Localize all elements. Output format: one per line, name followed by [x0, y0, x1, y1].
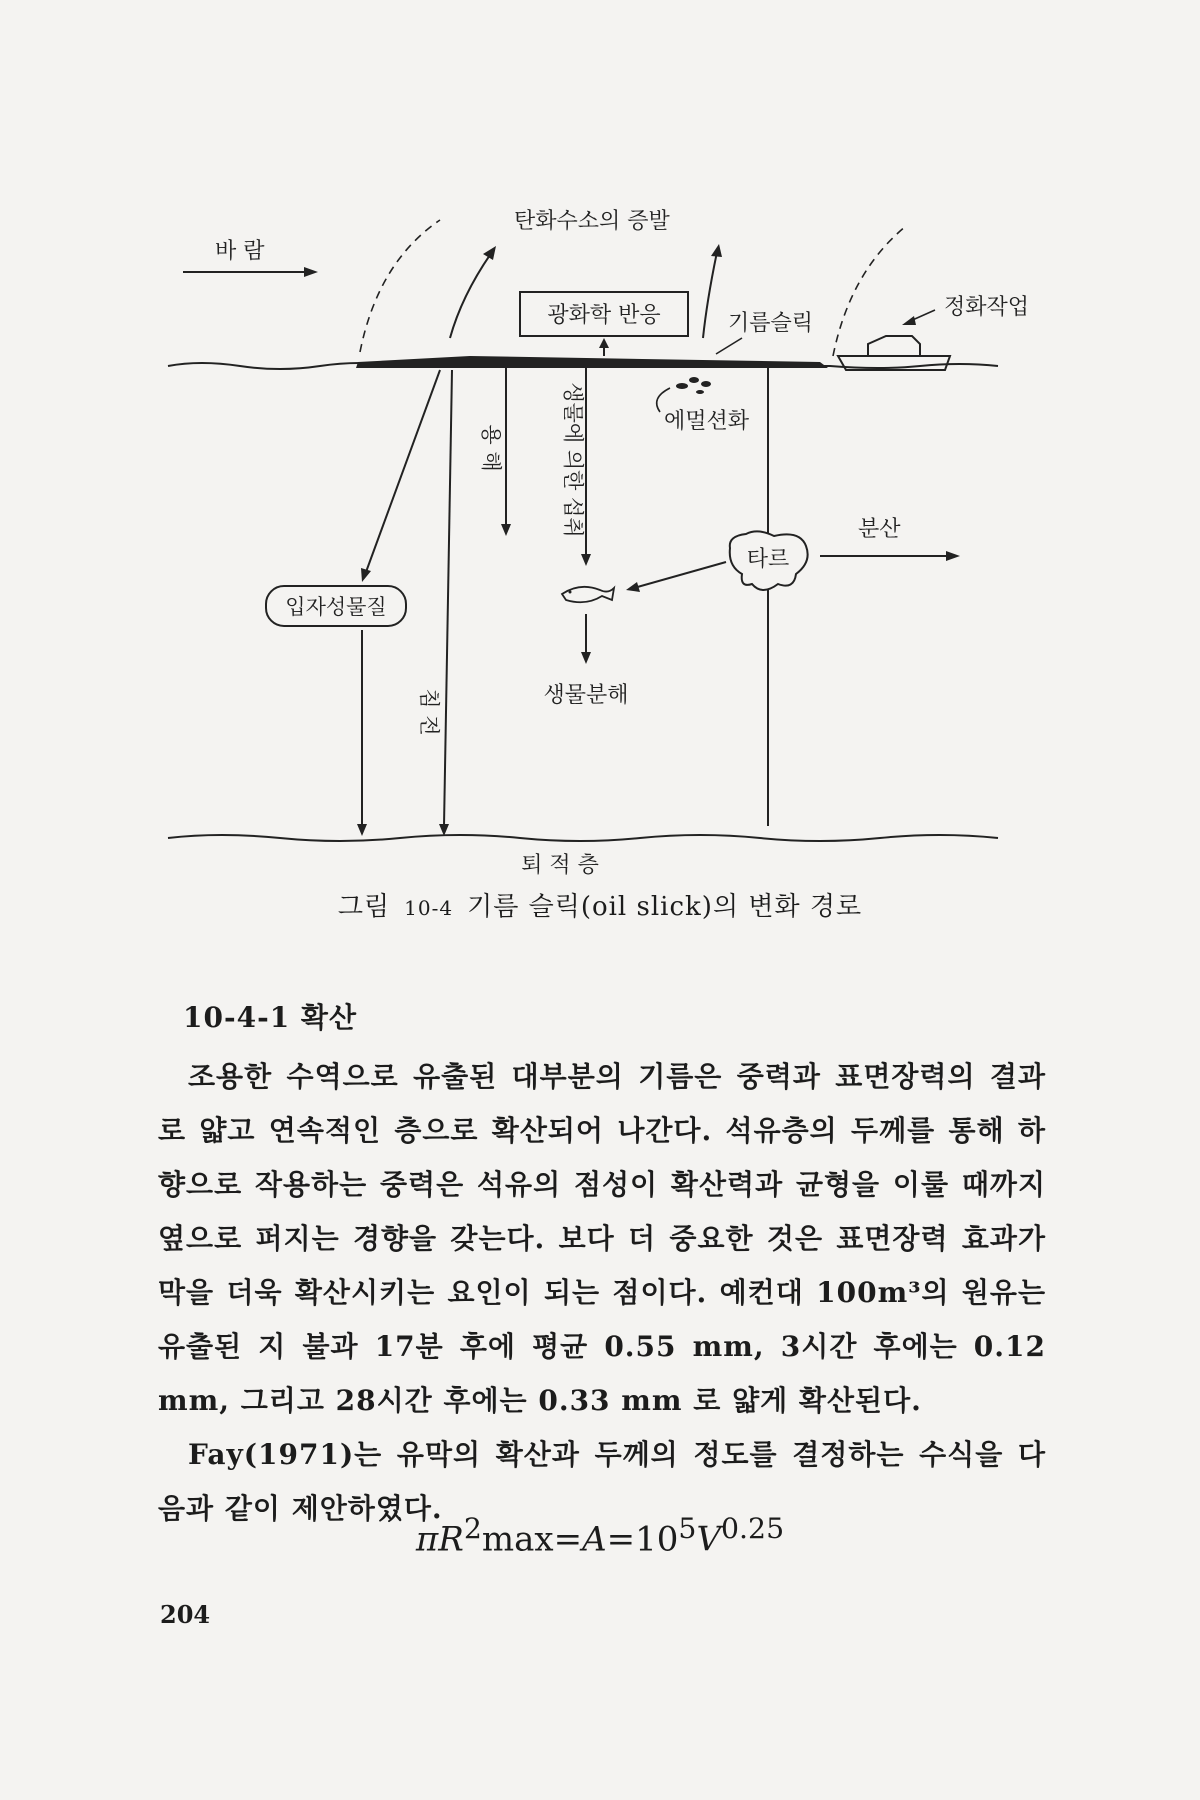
sedimentation-arrow — [444, 370, 452, 826]
biodegradation-label: 생물분해 — [543, 683, 629, 708]
sediment-layer-label: 퇴 적 층 — [521, 853, 599, 878]
dispersion-arrowhead — [946, 551, 960, 561]
emulsification-label: 에멀션화 — [664, 409, 750, 434]
oil-slick-layer — [356, 356, 828, 368]
figure-caption — [0, 886, 1200, 923]
page-number: 204 — [160, 1600, 211, 1629]
eq-r: R — [438, 1519, 464, 1560]
eq-a: A — [582, 1519, 607, 1560]
eq-equals-2: = — [606, 1519, 636, 1560]
paragraph-1: 조용한 수역으로 유출된 대부분의 기름은 중력과 표면장력의 결과로 얇고 연속적인 층으로 확산되어 나간다. 석유층의 두께를 통해 하향으로 작용하는 중력은 석유의 점성이 확산력과 균형을 이룰 때까지 옆으로 퍼지는 경향을 갖는다. 보다 더 중요한 것은 표면장력 효과가 막을 더욱 확산시키는 요인이 되는 점이다. 예컨대 100m³의 원유는 유출된 지 불과 17분 후에 평균 0.55 mm, 3시간 후에는 0.12 mm, 그리고 28시간 후에는 0.33 mm 로 얇게 확산된다. — [158, 1060, 1046, 1417]
particulate-sink-arrowhead — [357, 824, 367, 836]
tar-to-fish-arrow — [634, 562, 726, 588]
eq-pi: π — [415, 1519, 439, 1560]
boat-cabin — [868, 336, 920, 356]
dispersion-label: 분산 — [858, 517, 901, 542]
sedimentation-label: 침 전 — [417, 688, 441, 736]
particulate-arrowhead — [361, 568, 371, 582]
eq-v: V — [696, 1519, 722, 1560]
photochemical-arrowhead — [599, 338, 609, 348]
section-heading: 10-4-1 확산 — [183, 1001, 358, 1034]
eq-r-exp: 2 — [463, 1512, 482, 1545]
emulsion-droplet — [701, 381, 711, 387]
emulsion-droplet — [696, 390, 704, 394]
eq-max: max — [481, 1519, 554, 1560]
emulsion-droplet — [676, 383, 688, 389]
dissolution-label: 용 해 — [479, 424, 503, 472]
photochemical-label: 광화학 반응 — [547, 303, 661, 328]
cleanup-label: 정화작업 — [944, 295, 1030, 320]
eq-equals-1: = — [553, 1519, 583, 1560]
biological-uptake-label: 생물에 의한 섭취 — [561, 382, 585, 538]
wind-label: 바 람 — [215, 239, 265, 264]
dissolution-label-group — [479, 424, 503, 471]
tar-label: 타르 — [746, 547, 790, 572]
biological-uptake-arrowhead — [581, 554, 591, 566]
seabed-line — [168, 835, 998, 841]
particulate-label: 입자성물질 — [285, 595, 387, 619]
wind-arrowhead — [304, 267, 318, 277]
cleanup-arrowhead — [902, 316, 916, 325]
oil-slick-diagram — [0, 0, 1200, 880]
evaporation-arrowhead-left — [483, 246, 496, 260]
spreading-equation — [0, 1512, 1200, 1559]
eq-base: 10 — [635, 1519, 679, 1560]
dissolution-arrowhead — [501, 524, 511, 536]
caption-prefix: 그림 — [337, 892, 391, 922]
evaporation-arrowhead-right — [711, 244, 722, 257]
paragraph-2: Fay(1971)는 유막의 확산과 두께의 정도를 결정하는 수식을 다음과 같이 제안하였다. — [158, 1438, 1046, 1525]
body-text — [158, 1050, 1046, 1536]
evaporation-label: 탄화수소의 증발 — [514, 209, 670, 234]
caption-number: 10-4 — [404, 896, 454, 920]
biodegradation-arrowhead — [581, 652, 591, 664]
tar-to-fish-arrowhead — [626, 582, 640, 592]
fish-icon — [562, 587, 614, 602]
eq-base-exp: 5 — [678, 1512, 697, 1545]
biological-uptake-label-group — [561, 382, 585, 537]
evaporation-arrow-right — [703, 252, 717, 338]
emulsion-droplet — [689, 377, 699, 383]
particulate-arrow — [366, 370, 440, 572]
evaporation-arrow-left — [450, 252, 492, 338]
caption-text: 기름 슬릭(oil slick)의 변화 경로 — [467, 892, 863, 922]
oil-slick-label: 기름슬릭 — [728, 311, 814, 336]
eq-v-exp: 0.25 — [721, 1512, 785, 1545]
oil-slick-pointer — [716, 338, 742, 354]
dashed-arc-left — [360, 220, 440, 352]
sedimentation-label-group — [417, 688, 441, 735]
